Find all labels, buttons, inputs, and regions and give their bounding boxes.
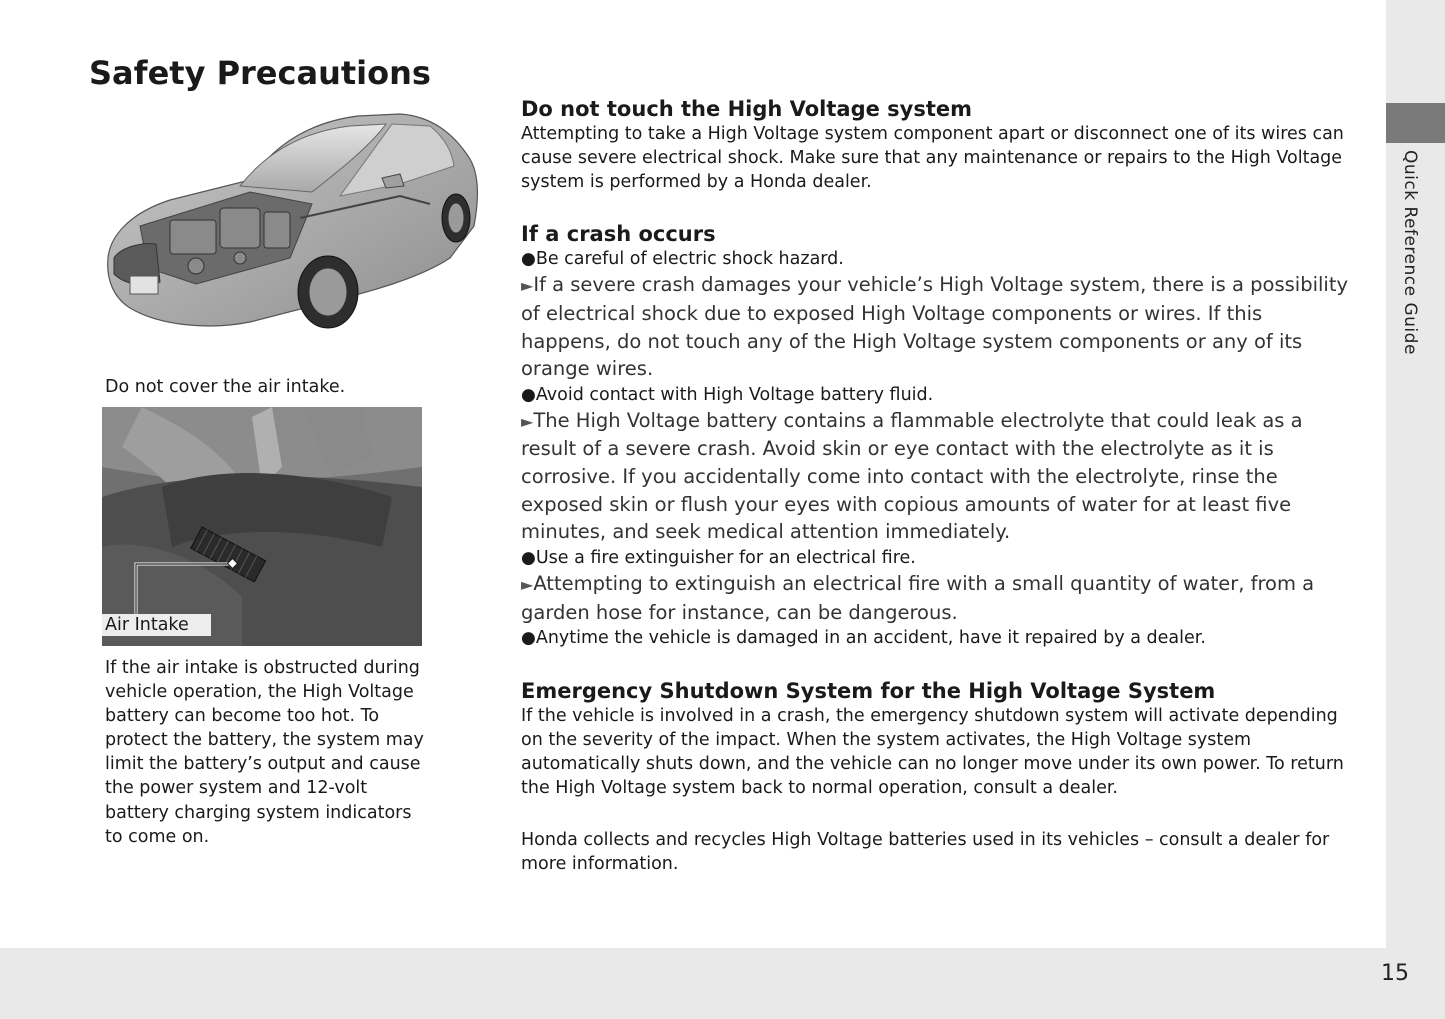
section-recycle [521, 828, 1351, 876]
detail-text: The High Voltage battery contains a flammable electrolyte that could leak as a result of a severe crash. Avoid skin or eye contact with the electrolyte as it is corrosive. If you accidentally come into contact with the electrolyte, rinse the exposed skin or flush your eyes with copious amounts of water for at least five minutes, and seek medical attention immediately. [521, 408, 1303, 544]
right-column [521, 96, 1351, 876]
bullet-dot-icon: ● [521, 249, 536, 270]
section-body: Attempting to take a High Voltage system component apart or disconnect one of its wires can cause severe electrical shock. Make sure that any maintenance or repairs to the High Voltage system is performed by a Honda dealer. [521, 124, 1344, 193]
section-do-not-touch [521, 96, 1351, 194]
detail-text: Attempting to extinguish an electrical fire with a small quantity of water, from a garden hose for instance, can be dangerous. [521, 571, 1315, 624]
car-cutaway-figure [100, 108, 482, 338]
air-intake-illustration [102, 407, 422, 646]
bullet-text: Anytime the vehicle is damaged in an accident, have it repaired by a dealer. [535, 628, 1206, 649]
recycle-note: Honda collects and recycles High Voltage batteries used in its vehicles – consult a dealer for more information. [521, 829, 1330, 874]
section-heading: Do not touch the High Voltage system [521, 97, 973, 121]
section-heading: If a crash occurs [521, 222, 716, 247]
car-cutaway-illustration [100, 108, 482, 338]
arrow-right-icon: ► [521, 411, 534, 431]
bullet-item [521, 247, 1351, 271]
bullet-item [521, 383, 1351, 407]
side-tab-marker[interactable] [1386, 103, 1445, 143]
bullet-detail [521, 271, 1351, 382]
bullet-text: Avoid contact with High Voltage battery fluid. [535, 384, 934, 405]
air-intake-label: Air Intake [102, 614, 211, 636]
page-title: Safety Precautions [89, 54, 431, 92]
section-heading: Emergency Shutdown System for the High Voltage System [521, 679, 1216, 704]
bullet-dot-icon: ● [521, 384, 536, 405]
air-intake-photo [102, 407, 422, 646]
section-crash [521, 221, 1351, 650]
bullet-detail [521, 570, 1351, 626]
section-emergency-shutdown [521, 678, 1351, 800]
bullet-dot-icon: ● [521, 547, 536, 568]
bullet-dot-icon: ● [521, 628, 536, 649]
arrow-right-icon: ► [521, 574, 534, 594]
bullet-item [521, 626, 1351, 650]
side-tab-label[interactable]: Quick Reference Guide [1400, 150, 1420, 355]
bullet-text: Use a fire extinguisher for an electrical fire. [535, 547, 916, 568]
section-body: If the vehicle is involved in a crash, the emergency shutdown system will activate depending on the severity of the impact. When the system activates, the High Voltage system automatically shuts down, and the vehicle can no longer move under its own power. To return the High Voltage system back to normal operation, consult a dealer. [521, 706, 1344, 799]
detail-text: If a severe crash damages your vehicle’s High Voltage system, there is a possibility of electrical shock due to exposed High Voltage components or wires. If this happens, do not touch any of the High Voltage system components or any of its orange wires. [521, 273, 1349, 381]
air-intake-caption: Do not cover the air intake. [105, 377, 346, 397]
arrow-right-icon: ► [521, 276, 534, 296]
air-intake-paragraph: If the air intake is obstructed during vehicle operation, the High Voltage battery can become too hot. To protect the battery, the system may limit the battery’s output and cause the power system and 12-volt battery charging system indicators to come on. [105, 658, 424, 847]
footer-band [0, 948, 1386, 1019]
bullet-detail [521, 407, 1351, 546]
bullet-text: Be careful of electric shock hazard. [535, 249, 844, 270]
page-number: 15 [1381, 961, 1409, 986]
bullet-item [521, 546, 1351, 570]
